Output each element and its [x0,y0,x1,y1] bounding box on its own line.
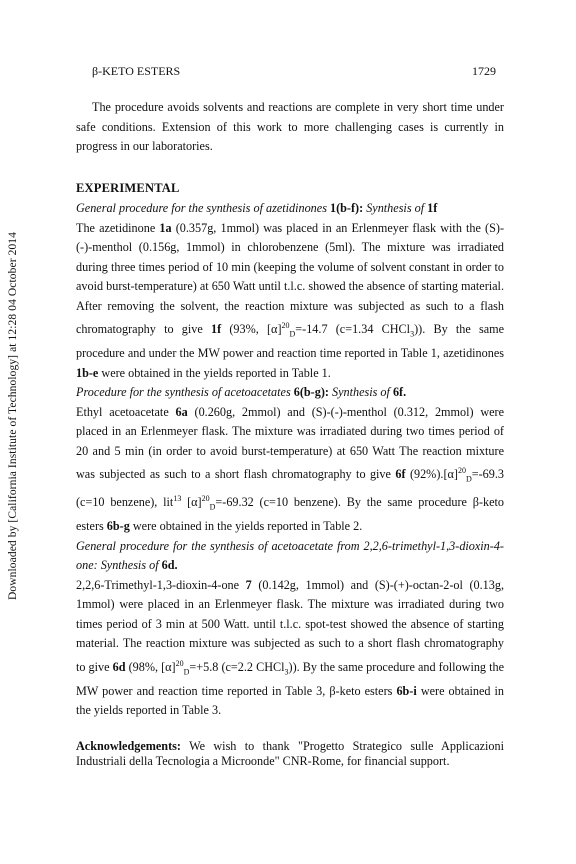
acetoacetate-paragraph: Ethyl acetoacetate 6a (0.260g, 2mmol) and (S)-(-)-menthol (0.312, 2mmol) were placed in an Erlenmeyer flask. The mixture was irradiated during two times period of 20 and 5 min (in order to avoid burst-temperature) at 650 Watt The reaction mixture was subjected as such to a short flash chromatography to give 6f $(92\%).[\alpha]^{20}_D=-69.3$ (c=10 benzene), lit$^{13}$ $[\alpha]^{20}_D=-69.32$ (c=10 benzene). By the same procedure β-keto esters 6b-g were obtained in the yields reported in Table 2. [76,404,505,533]
acknowledgements [76,739,504,769]
page-body [76,98,504,769]
dioxinone-paragraph: 2,2,6-Trimethyl-1,3-dioxin-4-one 7 (0.142g, 1mmol) and (S)-(+)-octan-2-ol (0.13g, 1mmol) were placed in an Erlenmeyer flask. The mixture was irradiated during two times period of 3 min at 500 Watt. until t.l.c. spot-test showed the absence of starting material. The reaction mixture was subjected as such to a short flash chromatography to give 6d (98%, $[\alpha]^{20}_D=+5.8$ (c=2.2 CHCl$_3$)). By the same procedure and following the MW power and reaction time reported in Table 3, β-keto esters 6b-i were obtained in the yields reported in Table 3. [76,577,505,717]
download-watermark-text: Downloaded by [California Institute of Technology] at 12:28 04 October 2014 [7,231,19,601]
acknowledgements-label: Acknowledgements: [76,738,181,753]
subheading-azetidinones: General procedure for the synthesis of azetidinones 1(b-f): Synthesis of 1f [76,201,438,215]
download-watermark [6,188,20,644]
azetidinone-paragraph: The azetidinone 1a (0.357g, 1mmol) was placed in an Erlenmeyer flask with the (S)-(-)-menthol (0.156g, 1mmol) in chlorobenzene (5ml). The mixture was irradiated during three times period of 10 min (keeping the volume of solvent constant in order to avoid burst-temperature) at 650 Watt until t.l.c. showed the absence of starting material. After removing the solvent, the reaction mixture was subjected as such to a flash chromatography to give 1f (93%, $[\alpha]^{20}_D=-14.7$ (c=1.34 CHCl$_3$)). By the same procedure and under the MW power and reaction time reported in Table 1, azetidinones 1b-e were obtained in the yields reported in Table 1. [76,220,505,380]
page-header [92,64,496,79]
acknowledgements-text: We wish to thank "Progetto Strategico sulle Applicazioni Industriali della Tecnologia a Microonde" CNR-Rome, for financial support. [76,738,505,768]
subheading-dioxinone: General procedure for the synthesis of acetoacetate from 2,2,6-trimethyl-1,3-dioxin-4-one: Synthesis of 6d. [76,538,504,572]
subheading-acetoacetates: Procedure for the synthesis of acetoacetates 6(b-g): Synthesis of 6f. [76,385,407,399]
intro-paragraph: The procedure avoids solvents and reactions are complete in very short time under safe conditions. Extension of this work to more challenging cases is currently in progress in our laboratories. [76,100,504,153]
experimental-heading: EXPERIMENTAL [76,180,180,195]
running-title: β-KETO ESTERS [92,64,181,78]
page-number: 1729 [472,64,496,78]
